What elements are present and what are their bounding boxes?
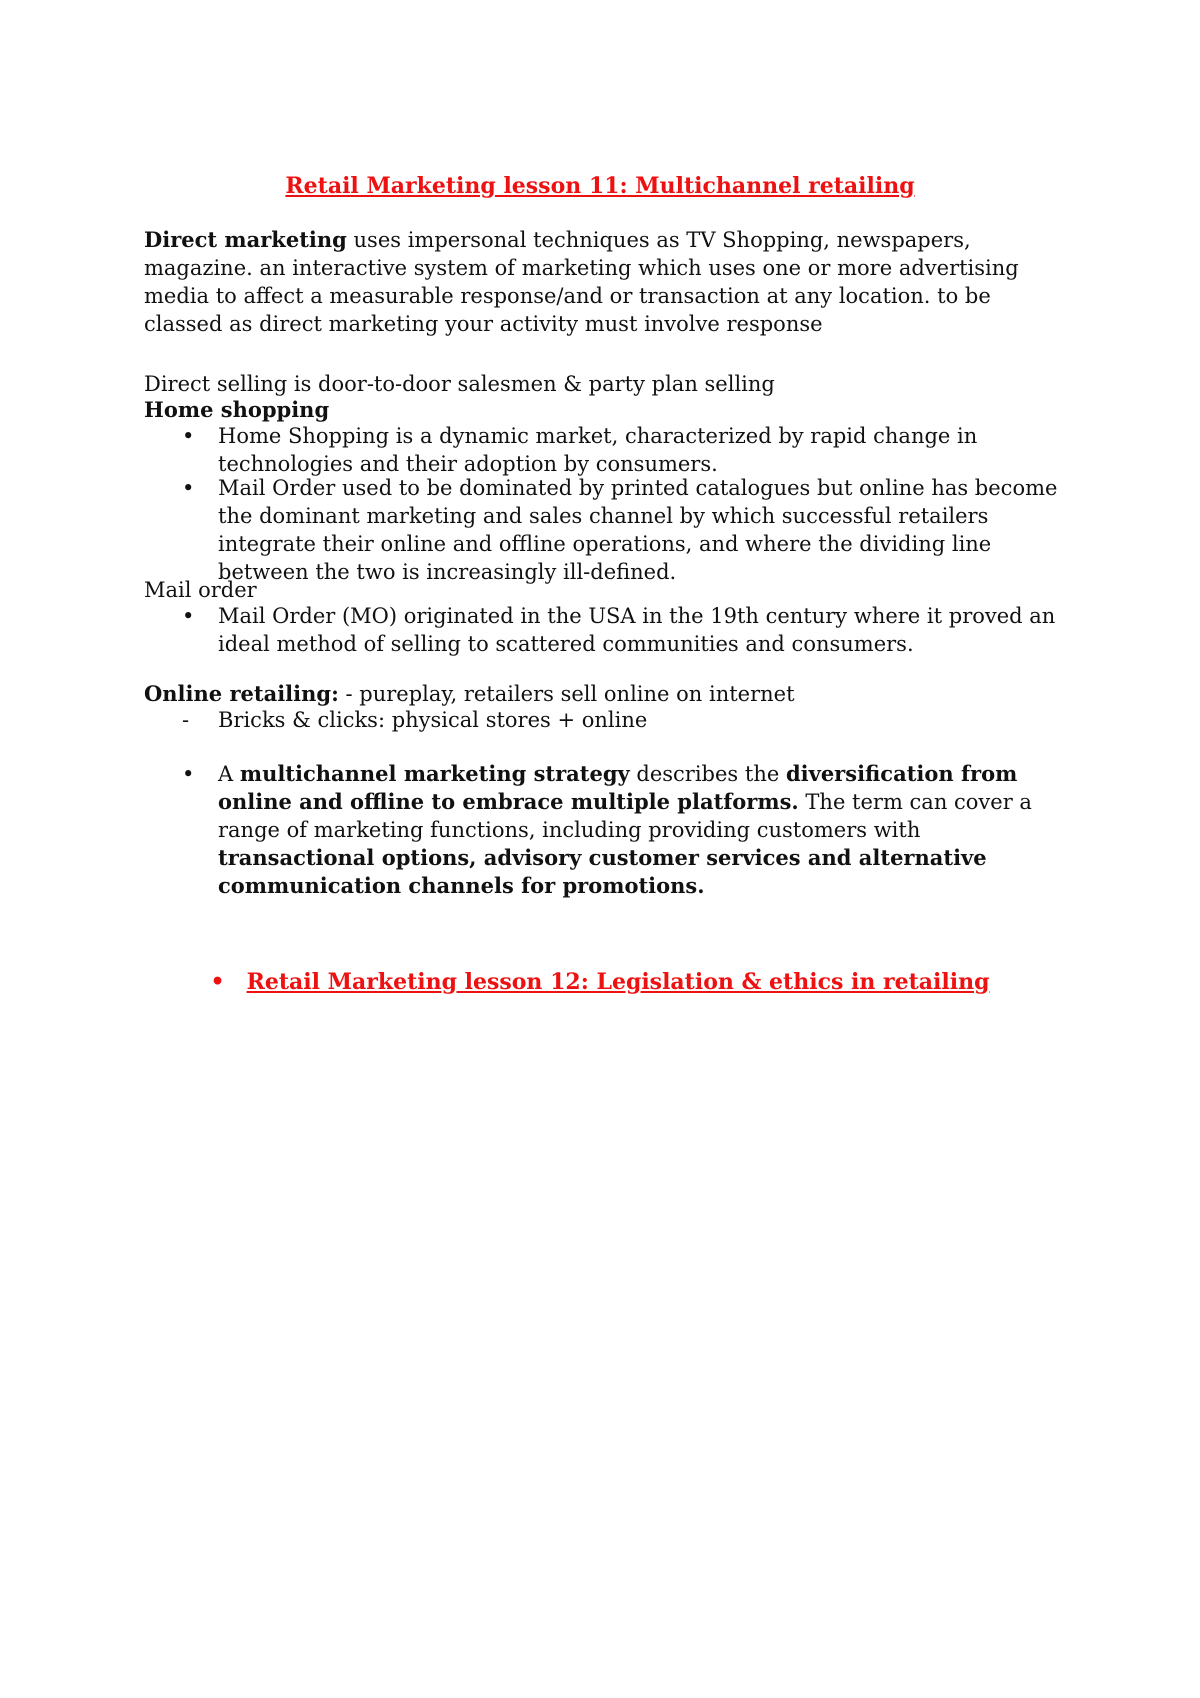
mail-order-heading: Mail order xyxy=(144,578,257,602)
bullet-marker: • xyxy=(182,762,195,786)
multichannel-paragraph xyxy=(218,760,1064,900)
next-lesson-heading xyxy=(0,968,1200,996)
multichannel-term: multichannel marketing strategy xyxy=(239,761,630,786)
direct-marketing-text: uses impersonal techniques as TV Shopping, newspapers, magazine. an interactive system of marketing which uses one or more advertising media to affect a measurable response/and or transaction at any location. to be classed as direct marketing your activity must involve response xyxy=(144,228,1019,336)
multichannel-emphasis: transactional options, advisory customer services and alternative communication channels for promotions. xyxy=(218,845,987,898)
page-title: Retail Marketing lesson 11: Multichannel retailing xyxy=(285,173,915,199)
list-item-text: Mail Order used to be dominated by printed catalogues but online has become the dominant marketing and sales channel by which successful retailers integrate their online and offline operations, and where the dividing line between the two is increasingly ill-defined. xyxy=(218,476,1058,584)
list-item xyxy=(144,474,1064,586)
list-item xyxy=(144,422,1064,478)
direct-selling-line: Direct selling is door-to-door salesmen & party plan selling xyxy=(144,372,775,396)
bullet-marker: • xyxy=(182,424,195,448)
online-retailing-line xyxy=(144,680,1064,708)
online-retailing-text: - pureplay, retailers sell online on internet xyxy=(338,682,795,706)
multichannel-text: A xyxy=(218,762,240,786)
list-item-text: Mail Order (MO) originated in the USA in the 19th century where it proved an ideal method of selling to scattered communities and consumers. xyxy=(218,604,1056,656)
list-item xyxy=(144,602,1064,658)
bullet-marker: • xyxy=(210,969,225,995)
direct-marketing-term: Direct marketing xyxy=(144,227,347,252)
list-item-text: Home Shopping is a dynamic market, characterized by rapid change in technologies and their adoption by consumers. xyxy=(218,424,978,476)
direct-marketing-paragraph xyxy=(144,226,1064,338)
bullet-marker: • xyxy=(182,476,195,500)
next-lesson-title: Retail Marketing lesson 12: Legislation & ethics in retailing xyxy=(246,969,990,995)
list-item xyxy=(144,760,1064,898)
multichannel-emphasis: diversification from online and offline to embrace multiple platforms. xyxy=(218,761,1018,814)
multichannel-text: describes the xyxy=(629,762,786,786)
list-item-text: Bricks & clicks: physical stores + online xyxy=(218,708,648,732)
dash-marker: - xyxy=(182,708,190,732)
bullet-marker: • xyxy=(182,604,195,628)
multichannel-text: The term can cover a range of marketing functions, including providing customers with xyxy=(218,790,1032,842)
list-item xyxy=(144,706,1064,734)
online-retailing-term: Online retailing: xyxy=(144,681,339,706)
home-shopping-heading: Home shopping xyxy=(144,397,330,422)
